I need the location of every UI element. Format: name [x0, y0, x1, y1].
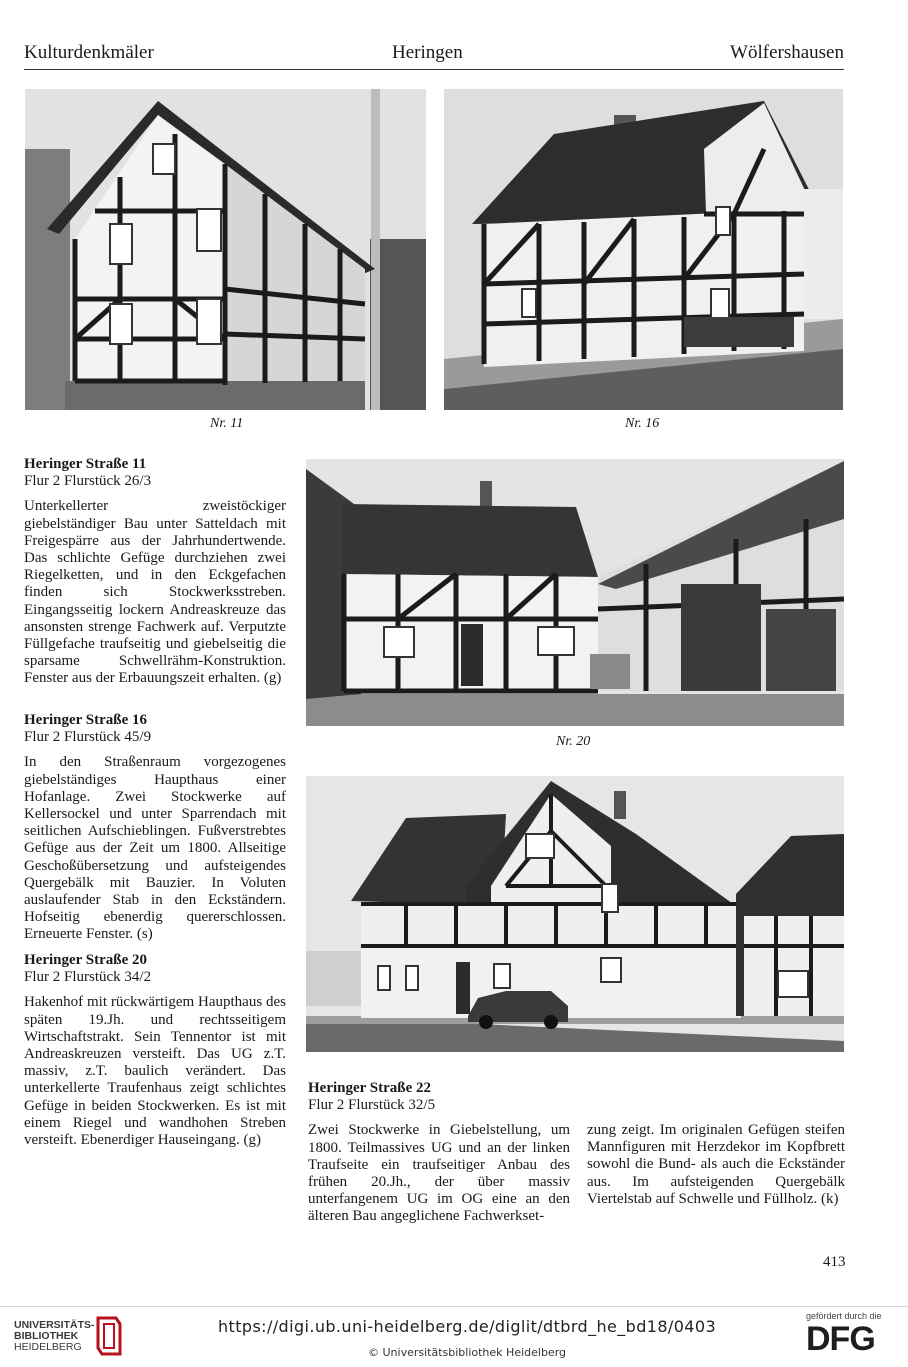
entry-title: Heringer Straße 16	[24, 712, 148, 728]
entry-text: In den Straßenraum vorgezogenes giebelständiges Haupthaus einer Hofanlage. Zwei Stockwerke auf Kellersockel und unter Sparrendach mit seitlichen Aufschieblingen. Fußverstrebtes Gefüge aus der Zeit um 1800. Allseitige Geschoßübersetzung und aufsteigendes Quergebälk mit Bauzier. In Voluten auslaufender Stab in den Eckständern. Hofseitig ebenerdig quererschlossen. Erneuerte Fenster. (s)	[24, 754, 286, 943]
entry-heringer-strasse-20	[24, 952, 286, 1149]
photo-nr-20	[306, 459, 844, 726]
entry-title: Heringer Straße 20	[24, 952, 148, 968]
photo-nr-11	[25, 89, 426, 410]
entry-heringer-strasse-11	[24, 456, 286, 688]
library-name	[14, 1320, 95, 1353]
entry-text-column-1: Zwei Stockwerke in Giebelstellung, um 1800. Teilmassives UG und an der linken Traufseite ein traufseitiger Anbau des frühen 20.Jh., der über massiv unterfangenem UG im OG eine an den älteren Bau angeglichene Fachwerkset-	[308, 1122, 570, 1225]
entry-text: Unterkellerter zweistöckiger giebelständiger Bau unter Satteldach mit Freigespärre aus der Jahrhundertwende. Das schlichte Gefüge durchziehen zwei Riegelketten, und in den Eckgefachen finden sich Stockwerksstreben. Eingangsseitig lockern Andreaskreuze das ansonsten strenge Fachwerk auf. Verputzte Füllgefache traufseitig und giebelseitig die sparsame Schwellrähm-Konstruktion. Fenster aus der Erbauungszeit erhalten. (g)	[24, 498, 286, 687]
entry-parcel: Flur 2 Flurstück 32/5	[308, 1097, 436, 1114]
library-name-line-1: UNIVERSITÄTS-	[14, 1319, 95, 1331]
running-header-right: Wölfershausen	[730, 42, 844, 63]
library-name-line-3: HEIDELBERG	[14, 1341, 82, 1353]
library-name-line-2: BIBLIOTHEK	[14, 1330, 79, 1342]
caption-nr-11: Nr. 11	[210, 416, 244, 431]
entry-heringer-strasse-22	[308, 1080, 570, 1226]
entry-title: Heringer Straße 11	[24, 456, 147, 472]
photo-nr-22	[306, 776, 844, 1052]
dfg-logo: DFG	[806, 1320, 875, 1358]
permalink-url[interactable]: https://digi.ub.uni-heidelberg.de/diglit/dtbrd_he_bd18/0403	[218, 1317, 717, 1336]
running-header-center: Heringen	[392, 42, 463, 63]
copyright-notice: © Universitätsbibliothek Heidelberg	[368, 1346, 567, 1359]
entry-text: Hakenhof mit rückwärtigem Haupthaus des späten 19.Jh. und rechtsseitigem Wirtschaftstrakt. Sein Tennentor ist mit Andreaskreuzen versteift. Das UG z.T. massiv, z.T. baulich verändert. Das unterkellerte Traufenhaus zeigt schlichtes Gefüge in beiden Stockwerken. Es ist mit einem Riegel und wandhohen Streben versteift. Ebenerdiger Hauseingang. (g)	[24, 994, 286, 1149]
funding-note: gefördert durch die	[806, 1311, 882, 1321]
entry-parcel: Flur 2 Flurstück 34/2	[24, 969, 152, 986]
entry-parcel: Flur 2 Flurstück 26/3	[24, 473, 152, 490]
footer-separator	[0, 1306, 908, 1307]
library-logo-icon	[92, 1314, 126, 1358]
page-number: 413	[823, 1254, 846, 1270]
caption-nr-16: Nr. 16	[625, 416, 660, 431]
entry-text-column-2: zung zeigt. Im originalen Gefügen steifen Mannfiguren mit Herzdekor im Kopfbrett sowohl die Bund- als auch die Eckständer aus. Im aufsteigenden Quergebälk Viertelstab auf Schwelle und Füllholz. (k)	[587, 1122, 845, 1207]
photo-nr-16	[444, 89, 843, 410]
entry-title: Heringer Straße 22	[308, 1080, 432, 1096]
header-rule	[24, 69, 844, 70]
entry-heringer-strasse-22-continued	[587, 1122, 845, 1208]
entry-parcel: Flur 2 Flurstück 45/9	[24, 729, 152, 746]
running-header-left: Kulturdenkmäler	[24, 42, 154, 63]
caption-nr-20: Nr. 20	[556, 734, 591, 749]
entry-heringer-strasse-16	[24, 712, 286, 944]
